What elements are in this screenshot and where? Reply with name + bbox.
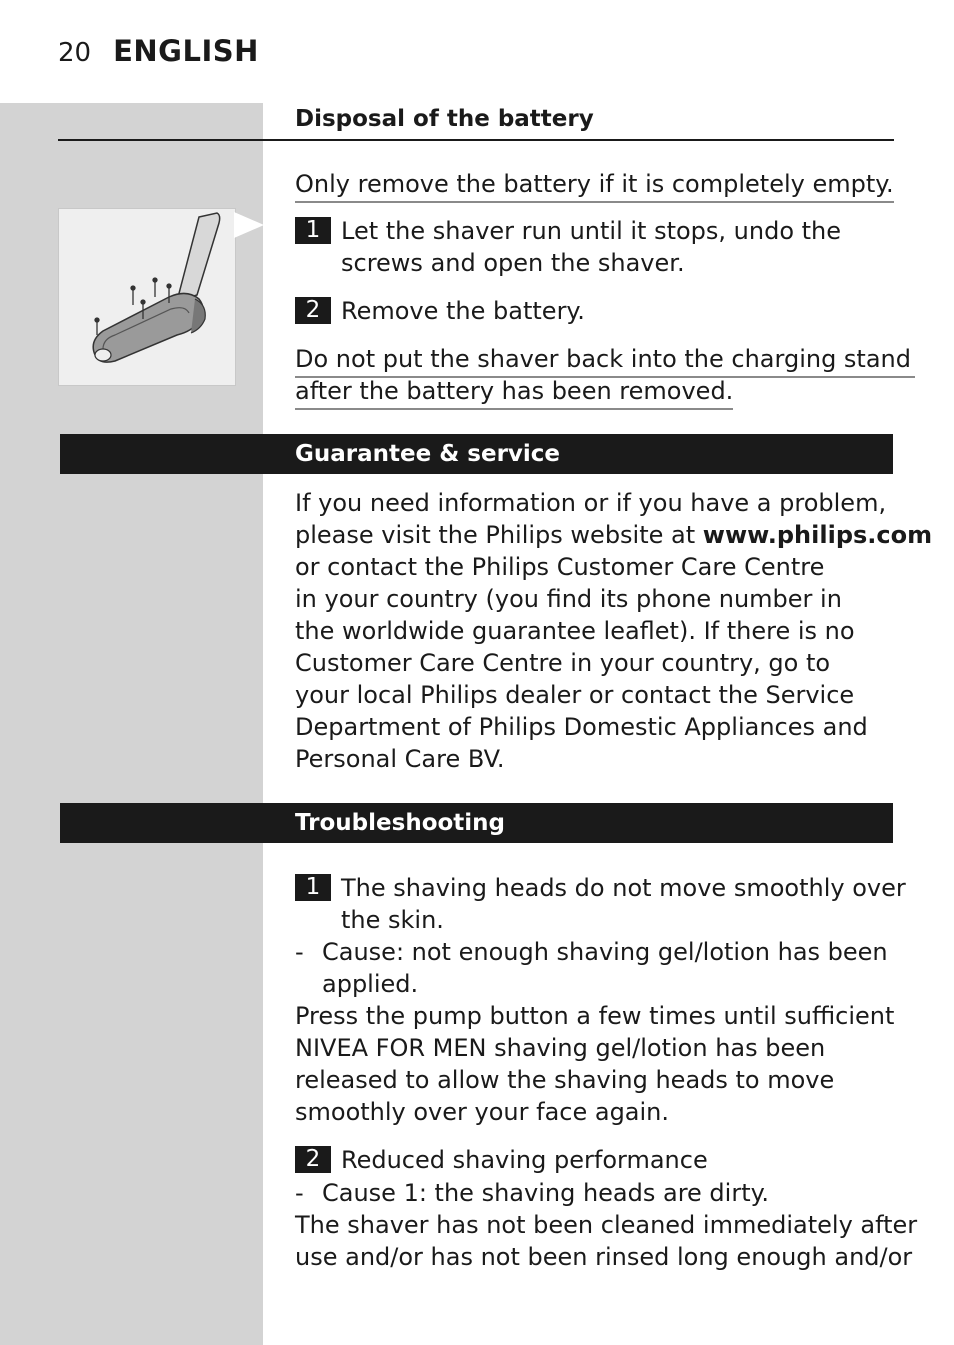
guarantee-line-4: in your country (you find its phone number in — [295, 585, 842, 613]
shaver-battery-illustration — [58, 208, 236, 386]
guarantee-line-6: Customer Care Centre in your country, go to — [295, 649, 831, 677]
troubleshooting-title: Troubleshooting — [295, 810, 506, 836]
page-header — [58, 34, 259, 68]
language-label: ENGLISH — [113, 34, 259, 68]
guarantee-line-5: the worldwide guarantee leaflet). If there is no — [295, 617, 855, 645]
trouble-item-1-cause-dash: - — [295, 938, 304, 966]
disposal-warning-line-1: Do not put the shaver back into the charging stand — [295, 343, 915, 378]
trouble-item-1-body-1: Press the pump button a few times until sufficient — [295, 1002, 895, 1030]
step-number-badge: 1 — [295, 217, 331, 244]
page-number: 20 — [58, 38, 92, 68]
guarantee-line-9: Personal Care BV. — [295, 745, 505, 773]
trouble-item-1-cause-line-2: applied. — [322, 970, 419, 998]
step-number-badge: 1 — [295, 874, 331, 901]
guarantee-line-8: Department of Philips Domestic Appliances and — [295, 713, 868, 741]
trouble-item-1-body-3: released to allow the shaving heads to move — [295, 1066, 835, 1094]
guarantee-line-1: If you need information or if you have a problem, — [295, 489, 887, 517]
section-title-disposal — [58, 103, 894, 141]
guarantee-line-7: your local Philips dealer or contact the Service — [295, 681, 855, 709]
disposal-title: Disposal of the battery — [295, 106, 594, 132]
trouble-item-1-body-2: NIVEA FOR MEN shaving gel/lotion has been — [295, 1034, 826, 1062]
trouble-item-2-cause: Cause 1: the shaving heads are dirty. — [322, 1179, 770, 1207]
step-number-badge: 2 — [295, 1146, 331, 1173]
guarantee-line-3: or contact the Philips Customer Care Centre — [295, 553, 825, 581]
disposal-intro: Only remove the battery if it is completely empty. — [295, 168, 894, 203]
trouble-item-1-cause-line-1: Cause: not enough shaving gel/lotion has been — [322, 938, 888, 966]
section-bar-guarantee — [60, 434, 893, 474]
guarantee-line-2: please visit the Philips website at www.philips.com — [295, 521, 933, 549]
illustration-pointer — [234, 212, 264, 238]
trouble-item-2-body-1: The shaver has not been cleaned immediately after — [295, 1211, 918, 1239]
disposal-warning-line-2: after the battery has been removed. — [295, 375, 733, 410]
section-bar-troubleshooting — [60, 803, 893, 843]
step-number-badge: 2 — [295, 297, 331, 324]
philips-website-link[interactable]: www.philips.com — [702, 521, 933, 549]
guarantee-title: Guarantee & service — [295, 441, 561, 467]
trouble-item-2-cause-dash: - — [295, 1179, 304, 1207]
trouble-item-2-body-2: use and/or has not been rinsed long enough and/or — [295, 1243, 913, 1271]
shaver-opened-icon — [59, 209, 235, 385]
trouble-item-1-body-4: smoothly over your face again. — [295, 1098, 670, 1126]
